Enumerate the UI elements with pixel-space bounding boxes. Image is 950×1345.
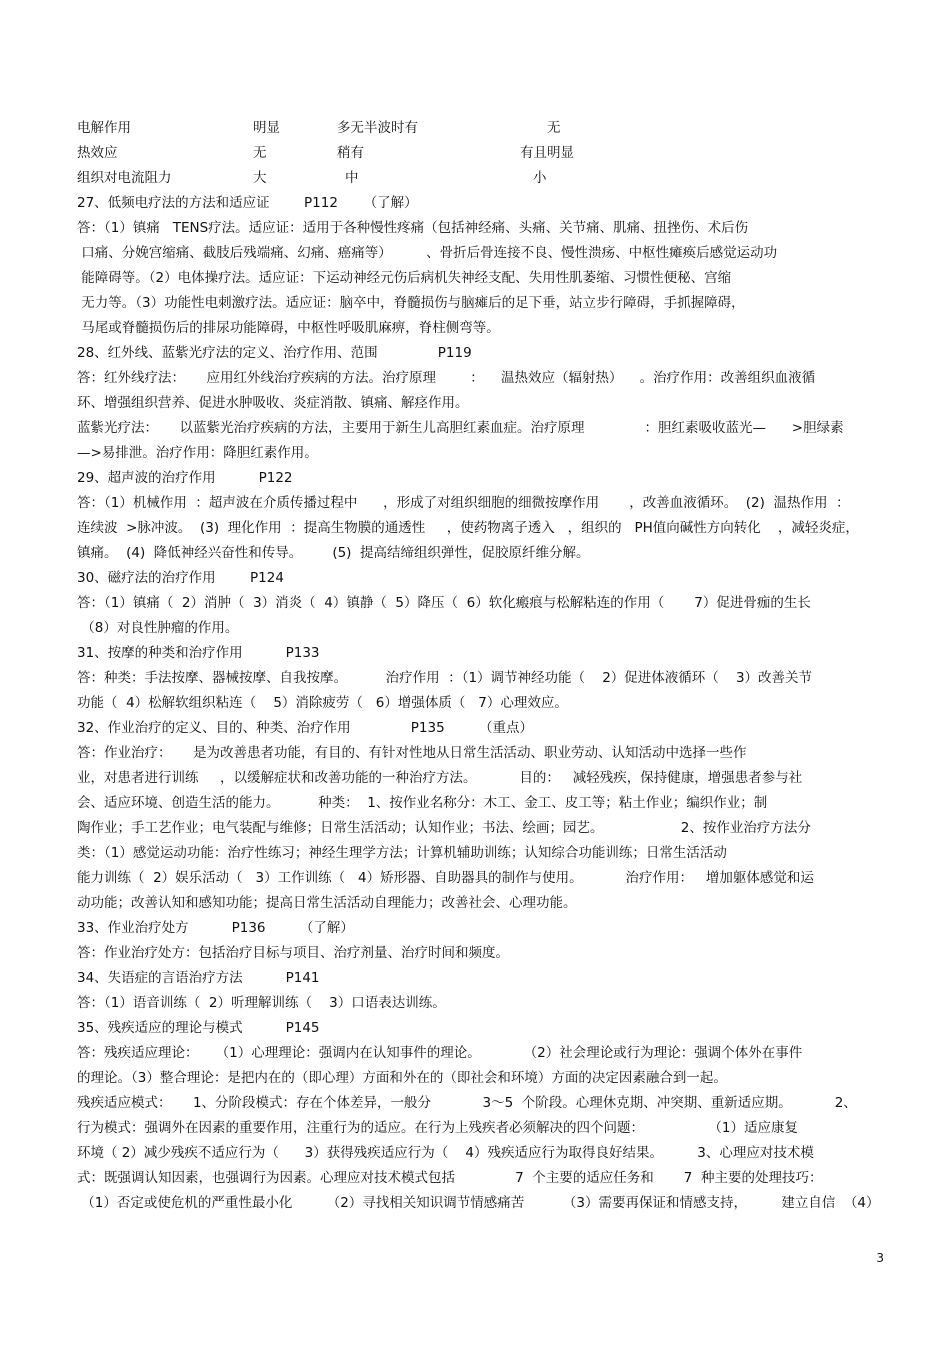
text-line: （8）对良性肿瘤的作用。: [77, 620, 239, 636]
comparison-row: [77, 118, 882, 138]
row-value-1: 大: [253, 170, 267, 186]
page-number: 3: [876, 1251, 884, 1265]
text-line: 答：（1）镇痛（ 2）消肿（ 3）消炎（ 4）镇静（ 5）降压（ 6）软化瘢痕与松解粘连的作用（ 7）促进骨痂的生长: [77, 595, 811, 611]
text-line: 答：种类：手法按摩、器械按摩、自我按摩。 治疗作用 ：（1）调节神经功能（ 2）促进体液循环（ 3）改善关节: [77, 670, 813, 686]
comparison-row: [77, 143, 882, 163]
text-line: 的理论。（3）整合理论：是把内在的（即心理）方面和外在的（即社会和环境）方面的决定因素融合到一起。: [77, 1070, 727, 1086]
text-line: 马尾或脊髓损伤后的排尿功能障碍，中枢性呼吸肌麻痹，脊柱侧弯等。: [77, 320, 500, 336]
text-line: —>易排泄。治疗作用：降胆红素作用。: [77, 445, 318, 461]
section-heading-32: 32、作业治疗的定义、目的、种类、治疗作用 P135 （重点）: [77, 720, 533, 736]
text-line: 答：（1）机械作用 ：超声波在介质传播过程中 ，形成了对组织细胞的细微按摩作用 ，改善血液循环。 (2) 温热作用 ：: [77, 495, 850, 511]
row-label: 电解作用: [77, 120, 131, 136]
text-line: 残疾适应模式： 1、分阶段模式：存在个体差异，一般分 3～5 个阶段。心理休克期、冲突期、重新适应期。 2、: [77, 1095, 857, 1111]
text-line: 答：作业治疗处方：包括治疗目标与项目、治疗剂量、治疗时间和频度。: [77, 945, 509, 961]
comparison-row: [77, 168, 882, 188]
row-value-2: 中: [345, 170, 359, 186]
text-line: 动功能；改善认知和感知功能；提高日常生活活动自理能力；改善社会、心理功能。: [77, 895, 577, 911]
text-line: 答：作业治疗： 是为改善患者功能，有目的、有针对性地从日常生活活动、职业劳动、认知活动中选择一些作: [77, 745, 747, 761]
section-heading-27: 27、低频电疗法的方法和适应证 P112 （了解）: [77, 195, 418, 211]
text-line: 会、适应环境、创造生活的能力。 种类： 1、按作业名称分：木工、金工、皮工等；粘土作业；编织作业；制: [77, 795, 768, 811]
text-line: 镇痛。 (4) 降低神经兴奋性和传导。 (5) 提高结缔组织弹性，促胶原纤维分解。: [77, 545, 590, 561]
text-line: 能力训练（ 2）娱乐活动（ 3）工作训练（ 4）矫形器、自助器具的制作与使用。 治疗作用： 增加躯体感觉和运: [77, 870, 814, 886]
text-line: 连续波 >脉冲波。 (3) 理化作用 ：提高生物膜的通透性 ，使药物离子透入 ，组织的 PH值向碱性方向转化 ，减轻炎症，: [77, 520, 859, 536]
text-line: 环境（ 2）减少残疾不适应行为（ 3）获得残疾适应行为（ 4）残疾适应行为取得良好结果。 3、心理应对技术模: [77, 1145, 814, 1161]
row-value-2: 稍有: [337, 145, 364, 161]
text-line: 答：（1）语音训练（ 2）听理解训练（ 3）口语表达训练。: [77, 995, 446, 1011]
text-line: 陶作业；手工艺作业；电气装配与维修；日常生活活动；认知作业；书法、绘画；园艺。 2、按作业治疗方法分: [77, 820, 811, 836]
row-value-3: 无: [547, 120, 561, 136]
text-line: （1）否定或使危机的严重性最小化 （2）寻找相关知识调节情感痛苦 （3）需要再保证和情感支持， 建立自信 （4）: [77, 1195, 880, 1211]
section-heading-31: 31、按摩的种类和治疗作用 P133: [77, 645, 320, 661]
section-heading-34: 34、失语症的言语治疗方法 P141: [77, 970, 320, 986]
row-value-3: 小: [533, 170, 547, 186]
text-line: 式：既强调认知因素，也强调行为因素。心理应对技术模式包括 7 个主要的适应任务和 7 种主要的处理技巧：: [77, 1170, 823, 1186]
text-line: 类：（1）感觉运动功能：治疗性练习；神经生理学方法；计算机辅助训练；认知综合功能训练；日常生活活动: [77, 845, 727, 861]
row-label: 热效应: [77, 145, 118, 161]
row-value-1: 明显: [253, 120, 280, 136]
row-label: 组织对电流阻力: [77, 170, 172, 186]
section-heading-29: 29、超声波的治疗作用 P122: [77, 470, 293, 486]
text-line: 行为模式：强调外在因素的重要作用，注重行为的适应。在行为上残疾者必须解决的四个问题： （1）适应康复: [77, 1120, 798, 1136]
text-line: 无力等。（3）功能性电刺激疗法。适应证：脑卒中，脊髓损伤与脑瘫后的足下垂，站立步行障碍，手抓握障碍，: [77, 295, 745, 311]
text-line: 答：残疾适应理论： （1）心理理论：强调内在认知事件的理论。 （2）社会理论或行为理论：强调个体外在事件: [77, 1045, 803, 1061]
text-line: 环、增强组织营养、促进水肿吸收、炎症消散、镇痛、解痉作用。: [77, 395, 469, 411]
text-line: 口痛、分娩宫缩痛、截肢后残端痛、幻痛、癌痛等） 、骨折后骨连接不良、慢性溃疡、中枢性瘫痪后感觉运动功: [77, 245, 778, 261]
text-line: 能障碍等。（2）电体操疗法。适应证：下运动神经元伤后病机失神经支配、失用性肌萎缩、习惯性便秘、宫缩: [77, 270, 732, 286]
row-value-2: 多无半波时有: [337, 120, 418, 136]
text-line: 功能（ 4）松解软组织粘连（ 5）消除疲劳（ 6）增强体质（ 7）心理效应。: [77, 695, 568, 711]
text-line: 蓝紫光疗法： 以蓝紫光治疗疾病的方法，主要用于新生儿高胆红素血症。治疗原理 ：胆红素吸收蓝光— >胆绿素: [77, 420, 844, 436]
text-line: 答：（1）镇痛 TENS疗法。适应证：适用于各种慢性疼痛（包括神经痛、头痛、关节痛、肌痛、扭挫伤、术后伤: [77, 220, 749, 236]
section-heading-28: 28、红外线、蓝紫光疗法的定义、治疗作用、范围 P119: [77, 345, 472, 361]
text-line: 答：红外线疗法： 应用红外线治疗疾病的方法。治疗原理 ： 温热效应（辐射热） 。治疗作用：改善组织血液循: [77, 370, 816, 386]
text-line: 业，对患者进行训练 ，以缓解症状和改善功能的一种治疗方法。 目的： 减轻残疾，保持健康，增强患者参与社: [77, 770, 803, 786]
section-heading-35: 35、残疾适应的理论与模式 P145: [77, 1020, 320, 1036]
row-value-3: 有且明显: [520, 145, 574, 161]
section-heading-30: 30、磁疗法的治疗作用 P124: [77, 570, 284, 586]
section-heading-33: 33、作业治疗处方 P136 （了解）: [77, 920, 354, 936]
row-value-1: 无: [253, 145, 267, 161]
